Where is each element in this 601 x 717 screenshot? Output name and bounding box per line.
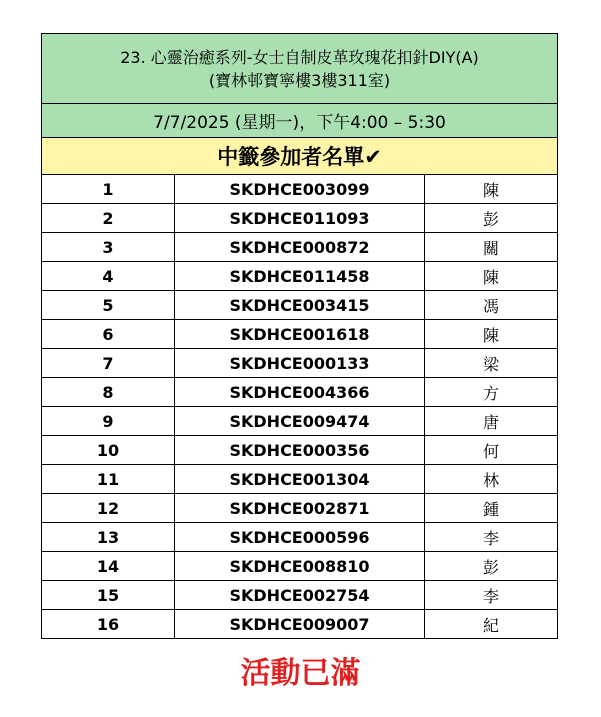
event-date-time: 7/7/2025 (星期一)，下午4:00 – 5:30 xyxy=(42,104,558,138)
table-row xyxy=(42,436,558,465)
participant-code-cell: SKDHCE009474 xyxy=(175,407,425,436)
participant-name-cell: 陳 xyxy=(425,320,558,349)
table-row xyxy=(42,523,558,552)
row-number-cell: 2 xyxy=(42,204,175,233)
date-row xyxy=(42,104,558,138)
participant-code-cell: SKDHCE001304 xyxy=(175,465,425,494)
row-number-cell: 7 xyxy=(42,349,175,378)
table-row xyxy=(42,378,558,407)
row-number-cell: 10 xyxy=(42,436,175,465)
list-heading: 中籤參加者名單✔ xyxy=(42,138,558,175)
title-row xyxy=(42,34,558,104)
participant-table xyxy=(41,33,558,639)
participant-code-cell: SKDHCE004366 xyxy=(175,378,425,407)
heading-row xyxy=(42,138,558,175)
table-row xyxy=(42,581,558,610)
participant-name-cell: 鍾 xyxy=(425,494,558,523)
participant-name-cell: 唐 xyxy=(425,407,558,436)
row-number-cell: 1 xyxy=(42,175,175,204)
row-number-cell: 4 xyxy=(42,262,175,291)
participant-code-cell: SKDHCE003099 xyxy=(175,175,425,204)
participant-name-cell: 關 xyxy=(425,233,558,262)
row-number-cell: 11 xyxy=(42,465,175,494)
participant-name-cell: 李 xyxy=(425,523,558,552)
participant-name-cell: 紀 xyxy=(425,610,558,639)
table-row xyxy=(42,233,558,262)
row-number-cell: 12 xyxy=(42,494,175,523)
row-number-cell: 16 xyxy=(42,610,175,639)
participant-code-cell: SKDHCE000872 xyxy=(175,233,425,262)
participant-code-cell: SKDHCE000133 xyxy=(175,349,425,378)
row-number-cell: 9 xyxy=(42,407,175,436)
row-number-cell: 6 xyxy=(42,320,175,349)
participant-name-cell: 馮 xyxy=(425,291,558,320)
participant-code-cell: SKDHCE000356 xyxy=(175,436,425,465)
participant-name-cell: 彭 xyxy=(425,204,558,233)
participant-code-cell: SKDHCE011458 xyxy=(175,262,425,291)
table-row xyxy=(42,262,558,291)
event-title-line1: 23. 心靈治癒系列-女士自制皮革玫瑰花扣針DIY(A) xyxy=(120,47,479,67)
participant-name-cell: 陳 xyxy=(425,175,558,204)
participant-name-cell: 李 xyxy=(425,581,558,610)
participant-code-cell: SKDHCE008810 xyxy=(175,552,425,581)
participant-name-cell: 何 xyxy=(425,436,558,465)
participant-name-cell: 方 xyxy=(425,378,558,407)
row-number-cell: 13 xyxy=(42,523,175,552)
participant-code-cell: SKDHCE003415 xyxy=(175,291,425,320)
row-number-cell: 15 xyxy=(42,581,175,610)
event-venue-line: (寶林邨寶寧樓3樓311室) xyxy=(208,70,391,90)
participant-code-cell: SKDHCE002754 xyxy=(175,581,425,610)
event-title xyxy=(42,34,558,104)
participant-name-cell: 彭 xyxy=(425,552,558,581)
table-row xyxy=(42,465,558,494)
participant-code-cell: SKDHCE000596 xyxy=(175,523,425,552)
participant-name-cell: 陳 xyxy=(425,262,558,291)
table-row xyxy=(42,175,558,204)
table-row xyxy=(42,407,558,436)
table-row xyxy=(42,349,558,378)
table-row xyxy=(42,204,558,233)
participant-name-cell: 林 xyxy=(425,465,558,494)
participant-code-cell: SKDHCE002871 xyxy=(175,494,425,523)
row-number-cell: 5 xyxy=(42,291,175,320)
table-row xyxy=(42,552,558,581)
table-row xyxy=(42,320,558,349)
row-number-cell: 8 xyxy=(42,378,175,407)
participant-name-cell: 梁 xyxy=(425,349,558,378)
participant-code-cell: SKDHCE009007 xyxy=(175,610,425,639)
table-row xyxy=(42,610,558,639)
row-number-cell: 3 xyxy=(42,233,175,262)
event-full-status: 活動已滿 xyxy=(240,656,361,691)
table-row xyxy=(42,494,558,523)
participant-code-cell: SKDHCE001618 xyxy=(175,320,425,349)
table-row xyxy=(42,291,558,320)
row-number-cell: 14 xyxy=(42,552,175,581)
participant-code-cell: SKDHCE011093 xyxy=(175,204,425,233)
